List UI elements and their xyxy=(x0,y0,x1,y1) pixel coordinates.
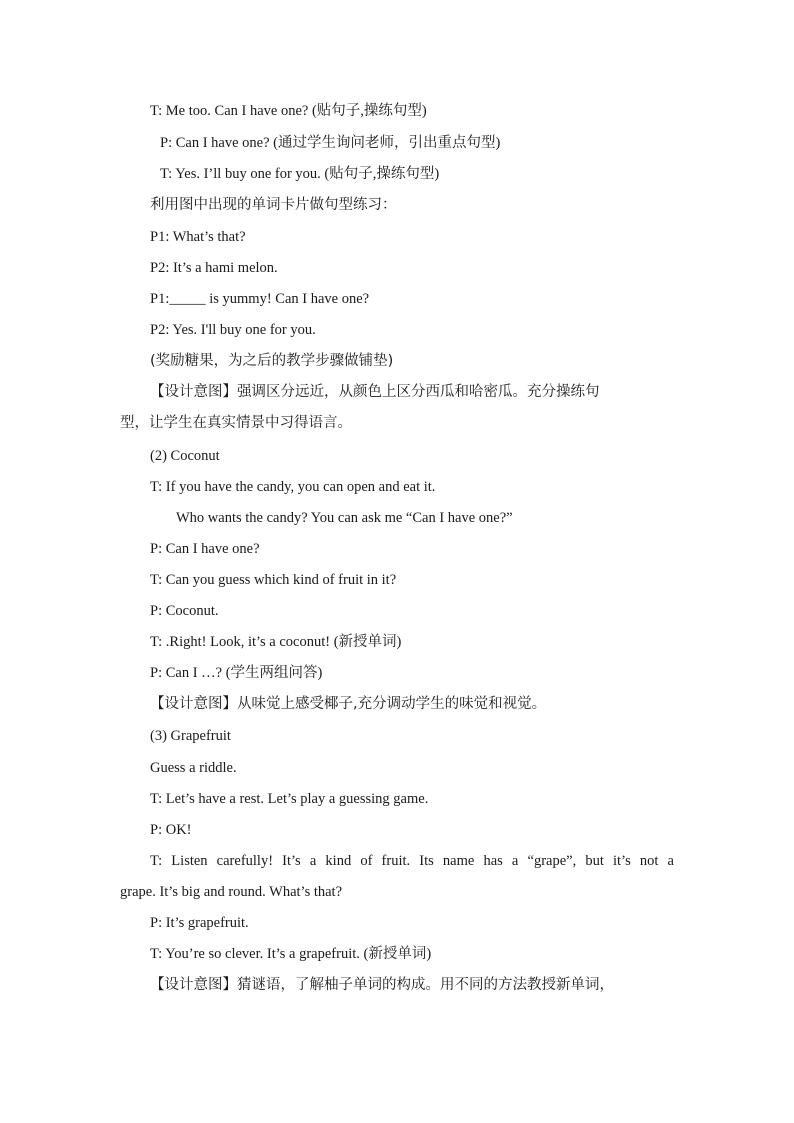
dialogue-line: grape. It’s big and round. What’s that? xyxy=(120,884,343,900)
dialogue-line: T: If you have the candy, you can open and eat it. xyxy=(150,479,436,495)
dialogue-line: Who wants the candy? You can ask me “Can I have one?” xyxy=(176,510,513,526)
dialogue-line: P: OK! xyxy=(150,822,192,838)
dialogue-line: T: Listen carefully! It’s a kind of fruit. Its name has a “grape”, but it’s not a xyxy=(150,853,674,869)
design-intent-line: 【设计意图】猜谜语，了解柚子单词的构成。用不同的方法教授新单词， xyxy=(150,977,614,993)
dialogue-line: T: Yes. I’ll buy one for you. (贴句子,操练句型) xyxy=(160,166,440,182)
dialogue-line: P: Can I …? (学生两组问答) xyxy=(150,665,323,681)
dialogue-line: T: You’re so clever. It’s a grapefruit. (新授单词) xyxy=(150,946,432,962)
dialogue-line: P: Can I have one? xyxy=(150,541,260,557)
dialogue-line: T: Can you guess which kind of fruit in it? xyxy=(150,572,397,588)
note-line: (奖励糖果，为之后的教学步骤做铺垫) xyxy=(150,353,394,369)
section-heading: (2) Coconut xyxy=(150,448,220,464)
design-intent-line: 【设计意图】从味觉上感受椰子,充分调动学生的味觉和视觉。 xyxy=(150,696,547,712)
design-intent-line: 型，让学生在真实情景中习得语言。 xyxy=(120,415,352,431)
dialogue-line: P: It’s grapefruit. xyxy=(150,915,249,931)
dialogue-line: P: Coconut. xyxy=(150,603,219,619)
dialogue-line: T: Me too. Can I have one? (贴句子,操练句型) xyxy=(150,103,427,119)
dialogue-line: P1:_____ is yummy! Can I have one? xyxy=(150,291,370,307)
dialogue-line: P1: What’s that? xyxy=(150,229,246,245)
dialogue-line: P2: It’s a hami melon. xyxy=(150,260,278,276)
dialogue-line: P2: Yes. I'll buy one for you. xyxy=(150,322,316,338)
dialogue-line: T: Let’s have a rest. Let’s play a guessing game. xyxy=(150,791,429,807)
instruction-line: 利用图中出现的单词卡片做句型练习： xyxy=(150,197,397,213)
dialogue-line: P: Can I have one? (通过学生询问老师，引出重点句型) xyxy=(160,135,501,151)
section-heading: (3) Grapefruit xyxy=(150,728,231,744)
design-intent-line: 【设计意图】强调区分远近，从颜色上区分西瓜和哈密瓜。充分操练句 xyxy=(150,384,600,400)
dialogue-line: T: .Right! Look, it’s a coconut! (新授单词) xyxy=(150,634,402,650)
instruction-line: Guess a riddle. xyxy=(150,760,237,776)
